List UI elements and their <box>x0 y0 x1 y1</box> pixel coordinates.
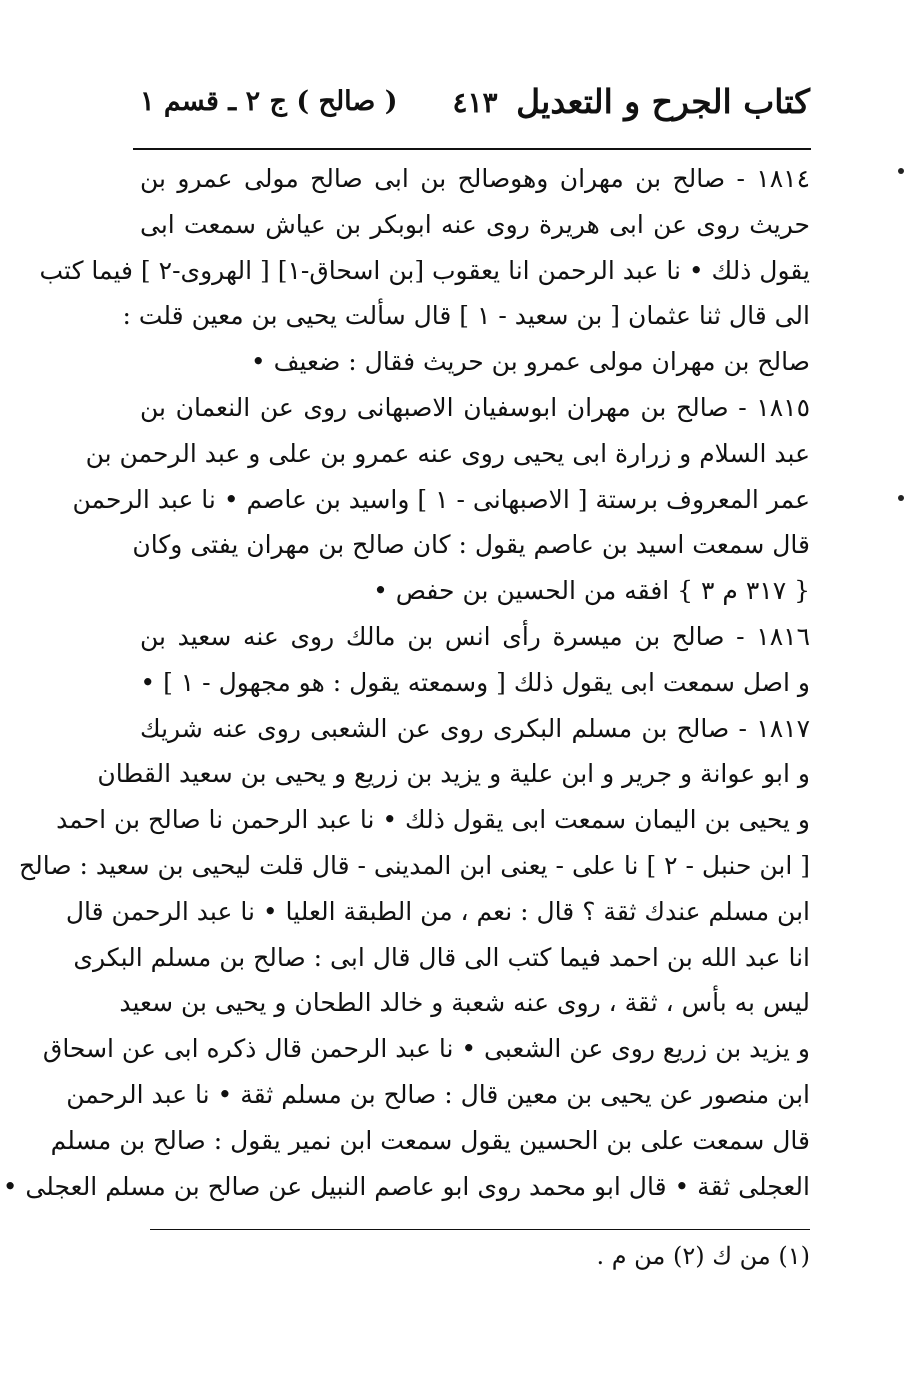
text-line: ١٨١٥ - صالح بن مهران ابوسفيان الاصبهانى روى عن النعمان بن <box>140 392 810 422</box>
body-text <box>2 156 810 1209</box>
text-line: ابن مسلم عندك ثقة ؟ قال : نعم ، من الطبقة العليا • نا عبد الرحمن قال <box>65 896 810 926</box>
text-line: انا عبد الله بن احمد فيما كتب الى قال قال ابى : صالح بن مسلم البكرى <box>73 942 810 972</box>
text-line: و يزيد بن زريع روى عن الشعبى • نا عبد الرحمن قال ذكره ابى عن اسحاق <box>42 1034 810 1064</box>
entry-1815 <box>72 385 810 614</box>
text-line: يقول ذلك • نا عبد الرحمن انا يعقوب [بن اسحاق-١] [ الهروى-٢ ] فيما كتب <box>39 255 810 285</box>
text-line: العجلى ثقة • قال ابو محمد روى ابو عاصم النبيل عن صالح بن مسلم العجلى • <box>2 1171 810 1201</box>
text-line: [ ابن حنبل - ٢ ] نا على - يعنى ابن المدينى - قال قلت ليحيى بن سعيد : صالح <box>19 850 810 880</box>
footnote: (١) من ك (٢) من م . <box>596 1242 810 1270</box>
section-reference: ( صالح ) ج ٢ ـ قسم ١ <box>140 86 398 117</box>
text-line: و يحيى بن اليمان سمعت ابى يقول ذلك • نا عبد الرحمن نا صالح بن احمد <box>56 805 810 835</box>
text-line: عبد السلام و زرارة ابى يحيى روى عنه عمرو بن على و عبد الرحمن بن <box>85 438 810 468</box>
footnote-rule <box>150 1229 810 1230</box>
text-line: قال سمعت اسيد بن عاصم يقول : كان صالح بن مهران يفتى وكان <box>132 530 810 560</box>
entry-1814 <box>39 156 810 385</box>
book-title: كتاب الجرح و التعديل <box>516 82 810 121</box>
page-header <box>140 82 810 132</box>
text-line: الى قال ثنا عثمان [ بن سعيد - ١ ] قال سألت يحيى بن معين قلت : <box>122 301 810 331</box>
text-line: حريث روى عن ابى هريرة روى عنه ابوبكر بن عياش سمعت ابى <box>140 209 810 239</box>
text-line: ١٨١٤ - صالح بن مهران وهوصالح بن ابى صالح مولى عمرو بن <box>140 164 810 193</box>
entry-1817 <box>2 706 810 1210</box>
text-line: قال سمعت على بن الحسين يقول سمعت ابن نمير يقول : صالح بن مسلم <box>50 1125 810 1155</box>
text-line: عمر المعروف برستة [ الاصبهانى - ١ ] واسيد بن عاصم • نا عبد الرحمن <box>72 484 810 514</box>
text-line: و اصل سمعت ابى يقول ذلك [ وسمعته يقول : هو مجهول - ١ ] • <box>140 667 810 697</box>
text-line: ١٨١٦ - صالح بن ميسرة رأى انس بن مالك روى عنه سعيد بن <box>140 621 810 651</box>
text-line: ابن منصور عن يحيى بن معين قال : صالح بن مسلم ثقة • نا عبد الرحمن <box>66 1079 810 1109</box>
text-line: { ٣١٧ م ٣ } افقه من الحسين بن حفص • <box>373 576 810 606</box>
margin-mark <box>898 168 904 174</box>
header-rule <box>133 148 811 150</box>
text-line: ١٨١٧ - صالح بن مسلم البكرى روى عن الشعبى روى عنه شريك <box>140 713 810 743</box>
text-line: صالح بن مهران مولى عمرو بن حريث فقال : ضعيف • <box>250 347 810 377</box>
entry-1816 <box>140 614 810 706</box>
text-line: ليس به بأس ، ثقة ، روى عنه شعبة و خالد الطحان و يحيى بن سعيد <box>119 988 810 1018</box>
page-number: ٤١٣ <box>452 86 498 119</box>
text-line: و ابو عوانة و جرير و ابن علية و يزيد بن زريع و يحيى بن سعيد القطان <box>97 759 810 789</box>
margin-mark <box>898 495 904 501</box>
